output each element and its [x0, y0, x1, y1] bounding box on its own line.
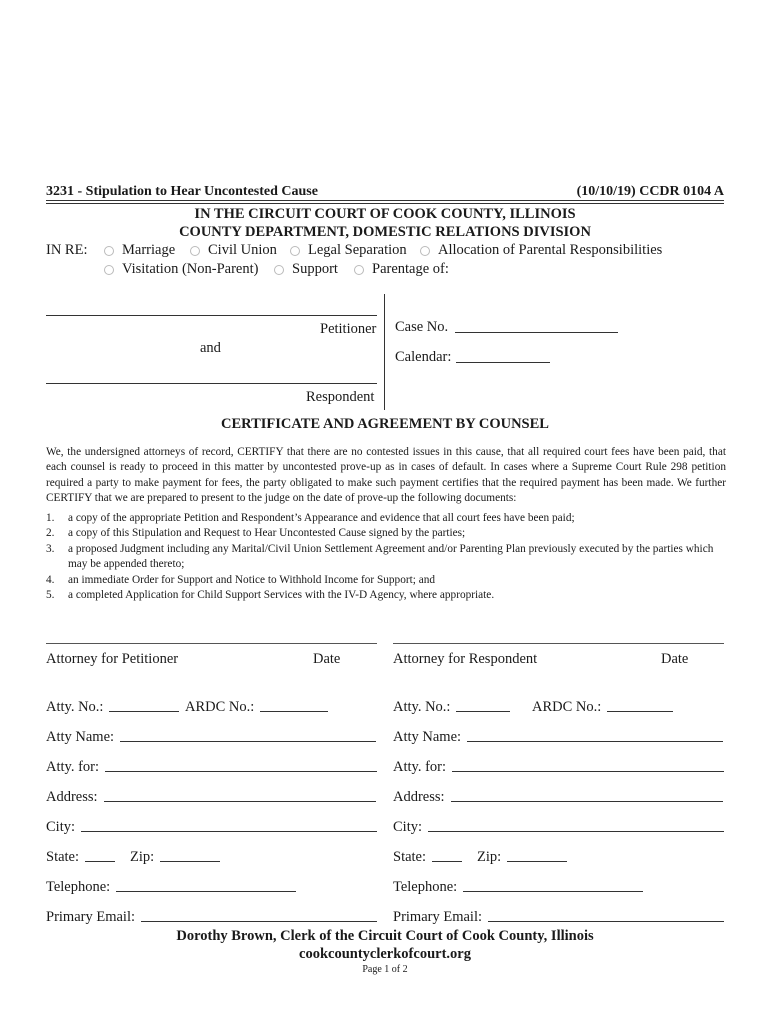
list-item: 5. a completed Application for Child Support Services with the IV-D Agency, where appropriate. [46, 589, 495, 602]
respondent-signature-line[interactable] [393, 643, 724, 644]
option-allocation-parental[interactable]: Allocation of Parental Responsibilities [420, 242, 662, 259]
respondent-city-field[interactable]: City: [393, 819, 724, 836]
petitioner-atty-name-field[interactable]: Atty Name: [46, 729, 376, 746]
respondent-state-field[interactable]: State: [393, 849, 462, 866]
case-no-label: Case No. [395, 319, 449, 335]
petitioner-email-field[interactable]: Primary Email: [46, 909, 377, 926]
list-item: 4. an immediate Order for Support and Notice to Withhold Income for Support; and [46, 573, 436, 586]
petitioner-label: Petitioner [320, 321, 377, 337]
radio-icon[interactable] [104, 246, 114, 256]
radio-icon[interactable] [354, 265, 364, 275]
radio-icon[interactable] [104, 265, 114, 275]
clerk-name: Dorothy Brown, Clerk of the Circuit Court of Cook County, Illinois [176, 928, 594, 944]
option-parentage[interactable]: Parentage of: [354, 261, 449, 278]
respondent-label: Respondent [306, 389, 375, 405]
respondent-atty-for-field[interactable]: Atty. for: [393, 759, 724, 776]
attorney-respondent-label: Attorney for Respondent [393, 651, 538, 667]
and-label: and [200, 340, 221, 356]
form-title: 3231 - Stipulation to Hear Uncontested Cause [46, 184, 318, 199]
petitioner-atty-for-field[interactable]: Atty. for: [46, 759, 377, 776]
option-visitation[interactable]: Visitation (Non-Parent) [104, 261, 258, 278]
court-name: IN THE CIRCUIT COURT OF COOK COUNTY, ILLINOIS [194, 206, 576, 222]
list-item: 1. a copy of the appropriate Petition and Respondent’s Appearance and evidence that all court fees have been paid; [46, 512, 575, 524]
certificate-paragraph: We, the undersigned attorneys of record, CERTIFY that there are no contested issues in this cause, that all required court fees have been paid, that each counsel is ready to proceed in this matter by uncontested prove-up as in cases of default. In cases where a Supreme Court Rule 298 petition required a party to make payment for fees, the party obligated to make such payment certifies that the required payment has been made. We further CERTIFY that we are prepared to present to the judge on the date of prove-up the following documents: [46, 446, 726, 505]
option-support[interactable]: Support [274, 261, 338, 278]
list-item: 3. a proposed Judgment including any Marital/Civil Union Settlement Agreement and/or Parenting Plan previously executed by the parties which may be appended thereto; [46, 542, 714, 571]
petitioner-ardc-no-field[interactable]: ARDC No.: [185, 699, 328, 716]
petitioner-state-field[interactable]: State: [46, 849, 115, 866]
respondent-atty-no-field[interactable]: Atty. No.: [393, 699, 510, 716]
respondent-address-field[interactable]: Address: [393, 789, 723, 806]
calendar-line[interactable] [456, 362, 550, 363]
radio-icon[interactable] [274, 265, 284, 275]
header-rule [46, 200, 724, 201]
petitioner-name-line[interactable] [46, 315, 377, 316]
petitioner-address-field[interactable]: Address: [46, 789, 376, 806]
case-no-line[interactable] [455, 332, 618, 333]
header-rule [46, 203, 724, 204]
petitioner-telephone-field[interactable]: Telephone: [46, 879, 296, 896]
certificate-title: CERTIFICATE AND AGREEMENT BY COUNSEL [221, 416, 549, 432]
respondent-name-line[interactable] [46, 383, 377, 384]
list-item: 2. a copy of this Stipulation and Request to Hear Uncontested Cause signed by the parties; [46, 527, 466, 540]
option-marriage[interactable]: Marriage [104, 242, 175, 259]
respondent-ardc-no-field[interactable]: ARDC No.: [532, 699, 673, 716]
radio-icon[interactable] [290, 246, 300, 256]
page-number: Page 1 of 2 [362, 964, 408, 975]
attorney-petitioner-label: Attorney for Petitioner [46, 651, 179, 667]
option-civil-union[interactable]: Civil Union [190, 242, 277, 259]
form-code: (10/10/19) CCDR 0104 A [576, 184, 724, 199]
respondent-telephone-field[interactable]: Telephone: [393, 879, 643, 896]
department-name: COUNTY DEPARTMENT, DOMESTIC RELATIONS DIVISION [179, 224, 591, 240]
date-label-respondent: Date [661, 651, 689, 667]
radio-icon[interactable] [420, 246, 430, 256]
radio-icon[interactable] [190, 246, 200, 256]
petitioner-zip-field[interactable]: Zip: [130, 849, 220, 866]
date-label-petitioner: Date [313, 651, 341, 667]
caption-divider [384, 294, 385, 410]
respondent-zip-field[interactable]: Zip: [477, 849, 567, 866]
respondent-atty-name-field[interactable]: Atty Name: [393, 729, 723, 746]
petitioner-city-field[interactable]: City: [46, 819, 377, 836]
document-list [46, 511, 726, 603]
calendar-label: Calendar: [395, 349, 452, 365]
respondent-email-field[interactable]: Primary Email: [393, 909, 724, 926]
petitioner-signature-line[interactable] [46, 643, 377, 644]
petitioner-atty-no-field[interactable]: Atty. No.: [46, 699, 179, 716]
clerk-website: cookcountyclerkofcourt.org [299, 946, 471, 962]
option-legal-separation[interactable]: Legal Separation [290, 242, 407, 259]
in-re-label: IN RE: [46, 242, 88, 258]
